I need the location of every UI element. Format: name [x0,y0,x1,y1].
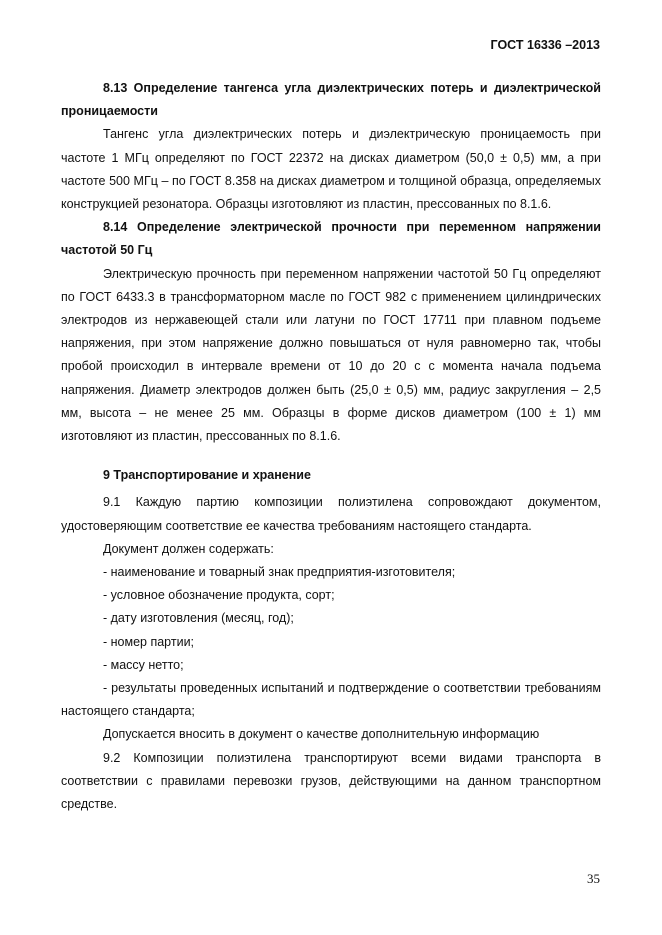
list-item: - наименование и товарный знак предприятия-изготовителя; [103,565,456,580]
section-8-14-heading: 8.14 Определение электрической прочности при переменном напряжении частотой 50 Гц [61,220,601,258]
section-9-heading: 9 Транспортирование и хранение [103,468,311,483]
list-item: - дату изготовления (месяц, год); [103,611,294,626]
list-item: - результаты проведенных испытаний и подтверждение о соответствии требованиям настоящего стандарта; [61,681,601,719]
section-9-2-text: 9.2 Композиции полиэтилена транспортируют всеми видами транспорта в соответствии с правилами перевозки грузов, действующими на данном транспортном средстве. [61,750,601,812]
document-contents-intro: Документ должен содержать: [103,541,274,556]
page-body [61,77,601,816]
section-8-14-text: Электрическую прочность при переменном напряжении частотой 50 Гц определяют по ГОСТ 6433.3 в трансформаторном масле по ГОСТ 982 с применением цилиндрических электродов из нержавеющей стали или латуни по ГОСТ 17711 при плавном подъеме напряжения, при этом напряжение должно повышаться от нуля равномерно так, чтобы пробой происходил в интервале времени от 10 до 20 с с момента начала подъема напряжения. Диаметр электродов должен быть (25,0 ± 0,5) мм, радиус закругления – 2,5 мм, высота – не менее 25 мм. Образцы в форме дисков диаметром (100 ± 1) мм изготовляют из пластин, прессованных по 8.1.6. [61,266,601,444]
list-item: - условное обозначение продукта, сорт; [103,588,335,603]
section-9-1-text: 9.1 Каждую партию композиции полиэтилена сопровождают документом, удостоверяющим соответствие ее качества требованиям настоящего стандарта. [61,495,601,533]
section-8-13-heading: 8.13 Определение тангенса угла диэлектрических потерь и диэлектрической проницаемости [61,81,601,119]
page-number: 35 [587,871,600,886]
document-header: ГОСТ 16336 –2013 [490,38,600,52]
additional-info-note: Допускается вносить в документ о качестве дополнительную информацию [103,727,540,742]
list-item: - массу нетто; [103,657,184,672]
section-8-13-text: Тангенс угла диэлектрических потерь и диэлектрическую проницаемость при частоте 1 МГц определяют по ГОСТ 22372 на дисках диаметром (50,0 ± 0,5) мм, а при частоте 500 МГц – по ГОСТ 8.358 на дисках диаметром и толщиной образца, определяемых конструкцией резонатора. Образцы изготовляют из пластин, прессованных по 8.1.6. [61,127,601,212]
list-item: - номер партии; [103,634,195,649]
